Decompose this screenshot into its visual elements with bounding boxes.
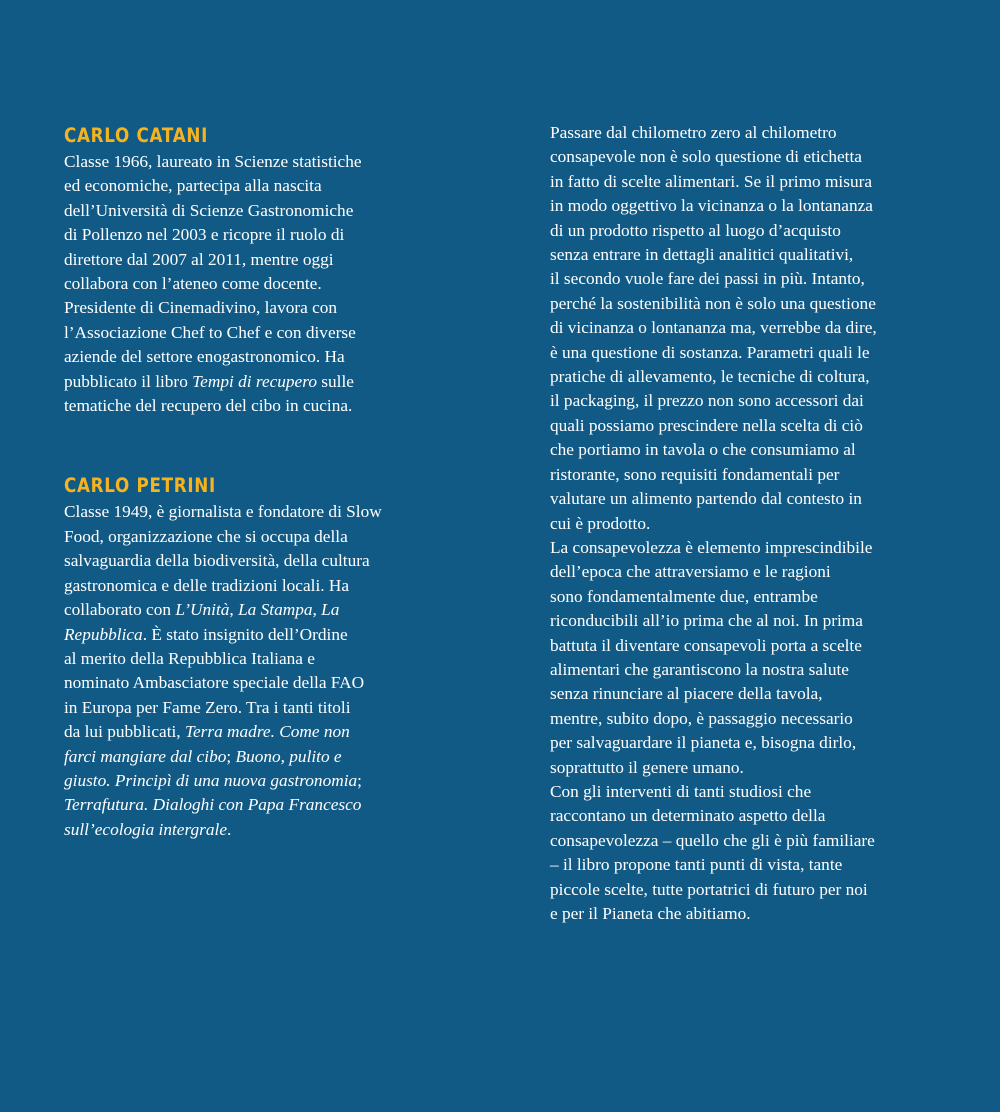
italic-title-text: farci mangiare dal cibo	[64, 746, 227, 766]
text-line: senza entrare in dettagli analitici qualitativi,	[550, 245, 854, 265]
text-line: raccontano un determinato aspetto della	[550, 806, 826, 826]
bio-text-run: aziende del settore enogastronomico. Ha	[64, 347, 345, 367]
bio-line	[64, 598, 434, 622]
bio-line	[64, 345, 434, 369]
text-line: senza rinunciare al piacere della tavola,	[550, 684, 823, 704]
bio-text-run: Classe 1949, è giornalista e fondatore di Slow	[64, 502, 382, 522]
bio-text-run: .	[227, 819, 232, 839]
bio-line	[64, 671, 434, 695]
italic-title-text: Tempi di recupero	[192, 371, 317, 391]
bio-text-run: sulle	[316, 371, 354, 391]
author-bio-petrini	[64, 472, 434, 842]
bio-text-run: di Pollenzo nel 2003 e ricopre il ruolo di	[64, 225, 345, 245]
author-name-heading: CARLO CATANI	[64, 124, 209, 147]
author-name-heading: CARLO PETRINI	[64, 474, 216, 498]
italic-title-text: giusto. Principì di una nuova gastronomia	[64, 770, 358, 790]
text-line: soprattutto il genere umano.	[550, 757, 744, 777]
italic-title-text: Terra madre. Come non	[184, 722, 350, 742]
bio-text-run: gastronomica e delle tradizioni locali. Ha	[64, 575, 350, 595]
text-line: di un prodotto rispetto al luogo d’acquisto	[550, 220, 841, 240]
bio-text-run: collabora con l’ateneo come docente.	[64, 274, 322, 294]
bio-text-run: collaborato con	[64, 600, 176, 620]
bio-text-run: . È stato insignito dell’Ordine	[142, 624, 348, 644]
text-line: piccole scelte, tutte portatrici di futuro per noi	[550, 879, 868, 899]
bio-text-run: nominato Ambasciatore speciale della FAO	[64, 673, 365, 693]
bio-text-run: tematiche del recupero del cibo in cucina.	[64, 396, 353, 416]
bio-line	[64, 248, 434, 272]
bio-text-run: ed economiche, partecipa alla nascita	[64, 176, 322, 196]
bio-text-run: ;	[226, 746, 236, 766]
italic-title-text: Terrafutura. Dialoghi con Papa Francesco	[64, 795, 362, 815]
text-line: – il libro propone tanti punti di vista, tante	[550, 855, 843, 875]
bio-text-run: Presidente di Cinemadivino, lavora con	[64, 298, 338, 318]
bio-line	[64, 223, 434, 247]
text-line: in modo oggettivo la vicinanza o la lontananza	[550, 196, 873, 216]
bio-line	[64, 745, 434, 769]
text-line: dell’epoca che attraversiamo e le ragioni	[550, 562, 831, 582]
bio-line	[64, 647, 434, 671]
bio-line	[64, 793, 434, 817]
text-line: valutare un alimento partendo dal contesto in	[550, 489, 862, 509]
text-line: che portiamo in tavola o che consumiamo al	[550, 440, 856, 460]
text-line: e per il Pianeta che abitiamo.	[550, 904, 751, 923]
bio-line	[64, 500, 434, 524]
author-bio-text	[64, 150, 434, 418]
text-line: ristorante, sono requisiti fondamentali per	[550, 464, 840, 484]
bio-text-run: pubblicato il libro	[64, 371, 193, 391]
text-line: il secondo vuole fare dei passi in più. Intanto,	[550, 269, 865, 289]
bio-text-run: da lui pubblicati,	[64, 722, 185, 742]
bio-text-run: Food, organizzazione che si occupa della	[64, 526, 348, 546]
text-line: cui è prodotto.	[550, 513, 651, 533]
bio-text-run: ,	[229, 600, 239, 620]
bio-text-run: dell’Università di Scienze Gastronomiche	[64, 200, 354, 220]
bio-text-run: al merito della Repubblica Italiana e	[64, 648, 315, 668]
bio-text-run: in Europa per Fame Zero. Tra i tanti titoli	[64, 697, 351, 717]
description-paragraph	[550, 536, 940, 780]
text-line: consapevolezza – quello che gli è più familiare	[550, 830, 875, 850]
bio-line	[64, 769, 434, 793]
bio-line	[64, 272, 434, 296]
bio-text-run: ;	[357, 770, 362, 790]
bio-text-run: l’Associazione Chef to Chef e con diverse	[64, 322, 356, 342]
bio-line	[64, 199, 434, 223]
text-line: perché la sostenibilità non è solo una questione	[550, 293, 876, 313]
text-line: battuta il diventare consapevoli porta a scelte	[550, 635, 862, 655]
book-description-column	[550, 121, 940, 926]
text-line: consapevole non è solo questione di etichetta	[550, 147, 862, 167]
text-line: in fatto di scelte alimentari. Se il primo misura	[550, 171, 873, 191]
bio-line	[64, 321, 434, 345]
text-line: pratiche di allevamento, le tecniche di coltura,	[550, 367, 870, 387]
text-line: Passare dal chilometro zero al chilometro	[550, 123, 837, 142]
text-line: Con gli interventi di tanti studiosi che	[550, 781, 812, 801]
author-bio-catani	[64, 122, 434, 418]
text-line: è una questione di sostanza. Parametri quali le	[550, 342, 870, 362]
description-paragraph	[550, 121, 940, 536]
description-paragraph	[550, 780, 940, 926]
bio-line	[64, 696, 434, 720]
bio-text-run: salvaguardia della biodiversità, della cultura	[64, 551, 370, 571]
italic-title-text: La Stampa	[238, 600, 313, 620]
author-bio-text	[64, 500, 434, 842]
bio-line	[64, 574, 434, 598]
author-bios-column	[64, 122, 434, 842]
bio-line	[64, 525, 434, 549]
bio-line	[64, 623, 434, 647]
italic-title-text: Repubblica	[64, 624, 143, 644]
text-line: sono fondamentalmente due, entrambe	[550, 586, 818, 606]
bio-text-run: direttore dal 2007 al 2011, mentre oggi	[64, 249, 334, 269]
bio-line	[64, 150, 434, 174]
bio-text-run: Classe 1966, laureato in Scienze statistiche	[64, 152, 362, 171]
text-line: il packaging, il prezzo non sono accessori dai	[550, 391, 864, 411]
text-line: riconducibili all’io prima che al noi. In prima	[550, 611, 863, 631]
bio-line	[64, 296, 434, 320]
text-line: di vicinanza o lontananza ma, verrebbe da dire,	[550, 318, 877, 338]
bio-line	[64, 394, 434, 418]
bio-text-run: ,	[312, 600, 322, 620]
italic-title-text: Buono, pulito e	[235, 746, 342, 766]
bio-line	[64, 720, 434, 744]
bio-line	[64, 174, 434, 198]
italic-title-text: La	[321, 600, 340, 620]
text-line: La consapevolezza è elemento imprescindibile	[550, 537, 873, 557]
bio-line	[64, 818, 434, 842]
italic-title-text: L’Unità	[175, 600, 230, 620]
text-line: quali possiamo prescindere nella scelta di ciò	[550, 415, 863, 435]
bio-line	[64, 549, 434, 573]
text-line: per salvaguardare il pianeta e, bisogna dirlo,	[550, 733, 857, 753]
bio-line	[64, 370, 434, 394]
italic-title-text: sull’ecologia intergrale	[64, 819, 228, 839]
text-line: mentre, subito dopo, è passaggio necessario	[550, 708, 853, 728]
text-line: alimentari che garantiscono la nostra salute	[550, 659, 849, 679]
